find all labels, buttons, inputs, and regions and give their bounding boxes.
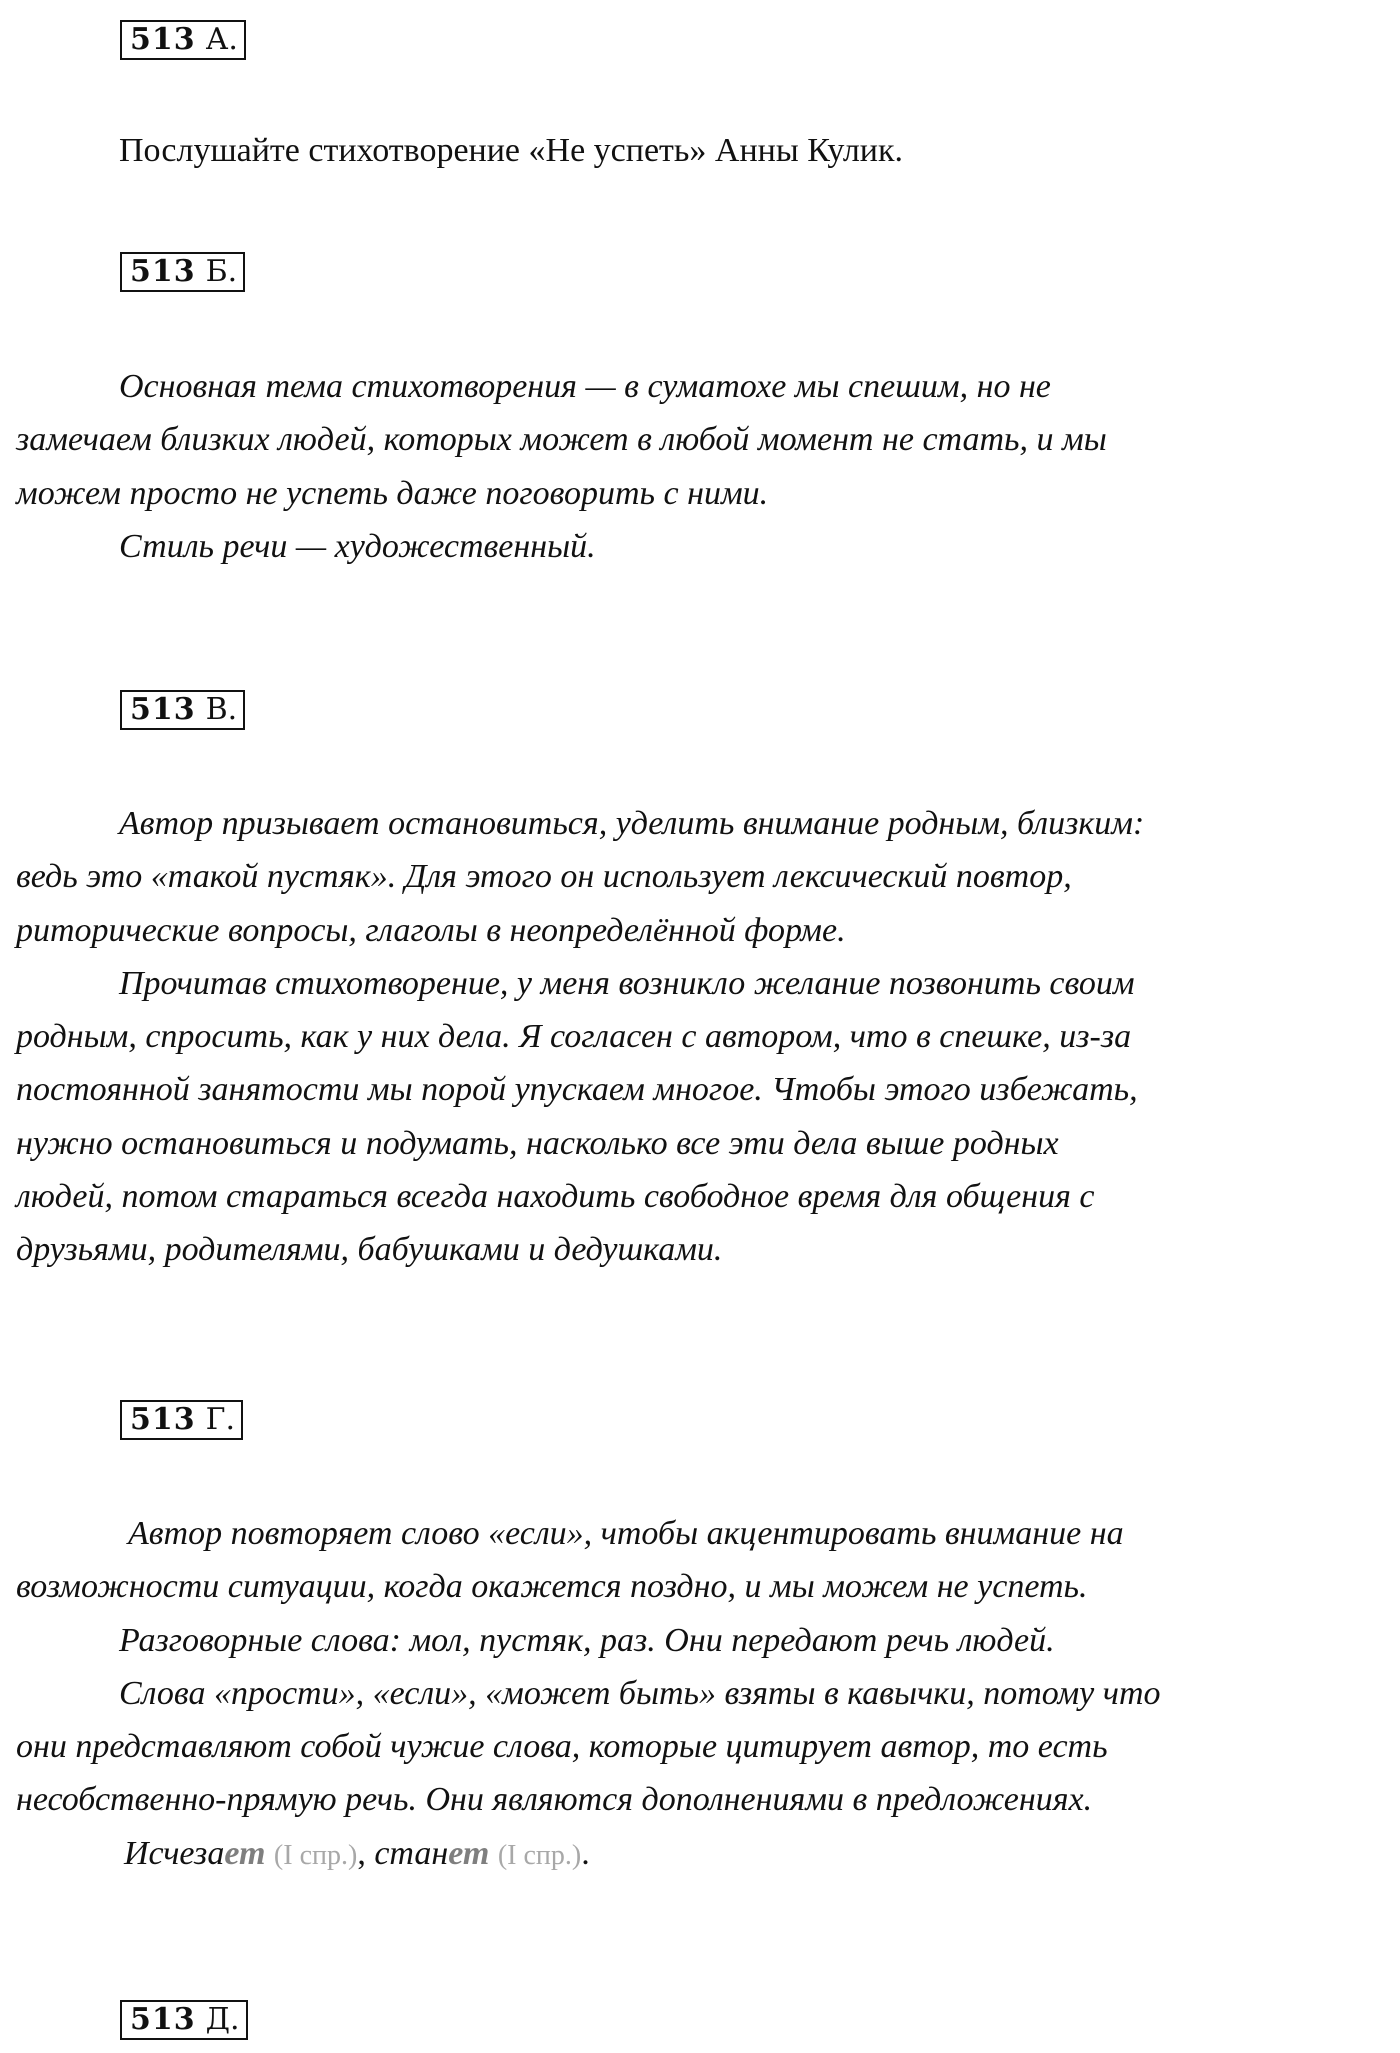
exercise-number: 513 <box>130 254 196 289</box>
exercise-label-g <box>120 1400 243 1440</box>
verb-stem: Исчеза <box>124 1834 225 1872</box>
exercise-label-a <box>120 20 246 60</box>
paragraph-a <box>16 124 1391 177</box>
text-line: Послушайте стихотворение «Не успеть» Анны Кулик. <box>119 132 904 169</box>
exercise-letter: Б. <box>205 254 238 289</box>
exercise-letter: Г. <box>205 1402 236 1437</box>
text-line: замечаем близких людей, которых может в любой момент не стать, и мы <box>16 421 1107 459</box>
text-line: Основная тема стихотворения — в суматохе мы спешим, но не <box>119 368 1051 405</box>
text-line: они представляют собой чужие слова, которые цитирует автор, то есть <box>16 1728 1108 1766</box>
text-line: риторические вопросы, глаголы в неопределённой форме. <box>16 911 846 949</box>
text-line: Прочитав стихотворение, у меня возникло желание позвонить своим <box>119 964 1135 1002</box>
exercise-number: 513 <box>130 1402 196 1437</box>
exercise-number: 513 <box>130 22 196 57</box>
text-line: Автор призывает остановиться, уделить внимание родным, близким: <box>119 805 1145 842</box>
exercise-label-d <box>120 2000 248 2040</box>
text-line: можем просто не успеть даже поговорить с ними. <box>16 474 769 512</box>
text-line: людей, потом стараться всегда находить свободное время для общения с <box>16 1178 1095 1216</box>
text-line: ведь это «такой пустяк». Для этого он использует лексический повтор, <box>16 858 1072 896</box>
text-line: постоянной занятости мы порой упускаем многое. Чтобы этого избежать, <box>16 1071 1138 1109</box>
text-line: несобственно-прямую речь. Они являются дополнениями в предложениях. <box>16 1781 1093 1819</box>
text-line: Разговорные слова: мол, пустяк, раз. Они передают речь людей. <box>119 1621 1055 1659</box>
verb-ending-highlight: ет <box>448 1834 490 1872</box>
exercise-letter: В. <box>205 692 238 727</box>
verb-ending-highlight: ет <box>224 1834 266 1872</box>
exercise-label-b <box>120 252 245 292</box>
paragraph-v <box>16 797 1391 1277</box>
verb-stem: стан <box>374 1834 449 1872</box>
exercise-label-v <box>120 690 245 730</box>
paragraph-g <box>16 1507 1391 1882</box>
verb-conjugation-line <box>16 1827 1391 1882</box>
exercise-number: 513 <box>130 2002 196 2037</box>
exercise-number: 513 <box>130 692 196 727</box>
text-line: возможности ситуации, когда окажется поздно, и мы можем не успеть. <box>16 1568 1088 1606</box>
paragraph-b <box>16 360 1391 573</box>
text-line: Слова «прости», «если», «может быть» взяты в кавычки, потому что <box>119 1674 1161 1712</box>
exercise-letter: Д. <box>205 2002 240 2037</box>
text-line: нужно остановиться и подумать, насколько все эти дела выше родных <box>16 1124 1059 1162</box>
final-period: . <box>581 1834 590 1872</box>
text-line: родным, спросить, как у них дела. Я согласен с автором, что в спешке, из-за <box>16 1018 1132 1056</box>
exercise-letter: А. <box>205 22 238 57</box>
text-line: друзьями, родителями, бабушками и дедушками. <box>16 1231 723 1269</box>
separator: , <box>357 1834 366 1872</box>
conjugation-note: (I спр.) <box>273 1839 358 1871</box>
text-line: Стиль речи — художественный. <box>119 527 596 565</box>
text-line: Автор повторяет слово «если», чтобы акцентировать внимание на <box>128 1515 1124 1552</box>
conjugation-note: (I спр.) <box>497 1839 582 1871</box>
